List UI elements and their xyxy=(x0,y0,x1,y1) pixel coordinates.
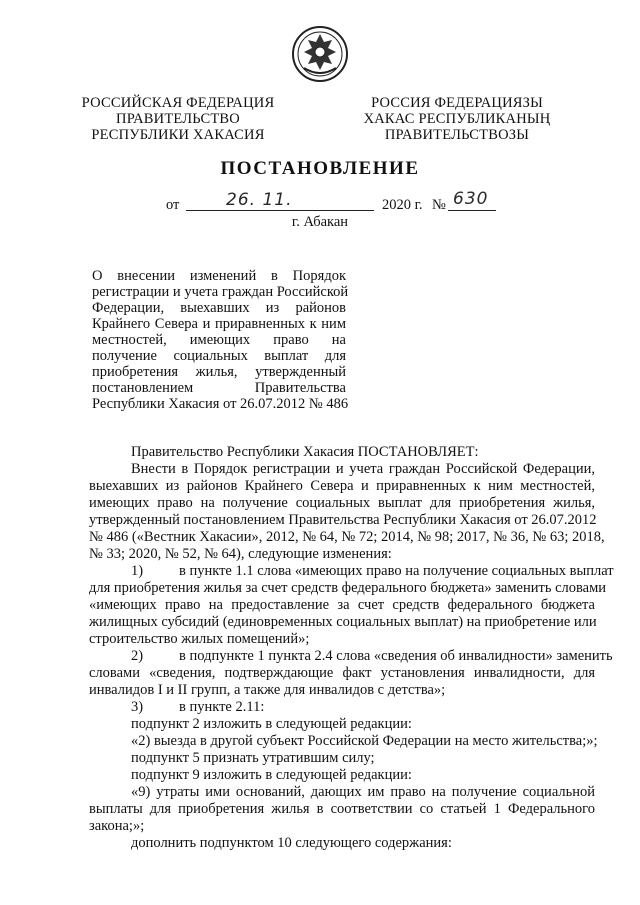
intro-line: имеющих право на получение социальных выплат для приобретения жилья, xyxy=(89,495,595,511)
header-right-line: РОССИЯ ФЕДЕРАЦИЯЗЫ xyxy=(371,95,543,111)
item-3-line: подпункт 5 признать утратившим силу; xyxy=(131,750,375,766)
city-label: г. Абакан xyxy=(291,214,349,230)
item-3-quote-line: закона;»; xyxy=(89,818,145,834)
item-1-line xyxy=(89,563,614,580)
subject-line: приобретения жилья, утвержденный xyxy=(92,364,346,380)
header-right-line: ХАКАС РЕСПУБЛИКАНЫҢ xyxy=(363,111,551,127)
subject-line: получение социальных выплат для xyxy=(92,348,346,364)
subject-block xyxy=(92,268,349,412)
subject-line: Республики Хакасия от 26.07.2012 № 486 xyxy=(92,396,349,412)
header-right-block xyxy=(352,95,562,143)
header-left-line: РОССИЙСКАЯ ФЕДЕРАЦИЯ xyxy=(81,95,275,111)
item-3-line: «2) выезда в другой субъект Российской Федерации на место жительства;»; xyxy=(131,733,598,749)
item-1-line: «имеющих право на предоставление за счет средств федерального бюджета xyxy=(89,597,595,613)
item-2-line: инвалидов I и II групп, а также для инвалидов с детства»; xyxy=(89,682,446,698)
header-right-line: ПРАВИТЕЛЬСТВОЗЫ xyxy=(384,127,530,143)
item-1-line: жилищных субсидий (единовременных социальных выплат) на приобретение или xyxy=(89,614,597,630)
intro-line: № 486 («Вестник Хакасии», 2012, № 64, № 72; 2014, № 98; 2017, № 36, № 63; 2018, xyxy=(89,529,605,545)
item-2-line xyxy=(89,648,613,665)
subject-line: постановлением Правительства xyxy=(92,380,346,396)
header-left-block xyxy=(78,95,278,143)
item-2-text: в подпункте 1 пункта 2.4 слова «сведения об инвалидности» заменить xyxy=(179,648,613,664)
item-1-number: 1) xyxy=(131,563,144,579)
item-3-line: дополнить подпунктом 10 следующего содержания: xyxy=(131,835,452,851)
intro-line: выехавших из районов Крайнего Севера и приравненных к ним местностей, xyxy=(89,478,595,494)
item-3-line: подпункт 2 изложить в следующей редакции: xyxy=(131,716,412,732)
item-1-line: строительство жилых помещений»; xyxy=(89,631,310,647)
intro-line: Внести в Порядок регистрации и учета граждан Российской Федерации, xyxy=(131,461,595,477)
decree-line: Правительство Республики Хакасия ПОСТАНОВЛЯЕТ: xyxy=(131,444,479,460)
item-3-text: в пункте 2.11: xyxy=(179,699,265,715)
subject-line: регистрации и учета граждан Российской xyxy=(92,284,349,300)
item-3-line xyxy=(89,699,595,716)
subject-line: Крайнего Севера и приравненных к ним xyxy=(92,316,346,332)
item-2-line: словами «сведения, подтверждающие факт установления инвалидности, для xyxy=(89,665,595,681)
item-3-number: 3) xyxy=(131,699,144,715)
number-handwritten: 630 xyxy=(453,189,489,209)
item-2-number: 2) xyxy=(131,648,144,664)
intro-line: утвержденный постановлением Правительства Республики Хакасия от 26.07.2012 xyxy=(89,512,597,528)
item-3-line: подпункт 9 изложить в следующей редакции: xyxy=(131,767,412,783)
number-label: № xyxy=(432,197,446,213)
date-handwritten: 26. 11. xyxy=(226,190,293,210)
date-number-line xyxy=(150,189,490,216)
document-title: ПОСТАНОВЛЕНИЕ xyxy=(220,158,420,179)
document-body xyxy=(89,444,614,852)
subject-line: О внесении изменений в Порядок xyxy=(92,268,346,284)
item-1-text: в пункте 1.1 слова «имеющих право на получение социальных выплат xyxy=(179,563,614,579)
date-from-label: от xyxy=(166,197,180,213)
subject-line: Федерации, выехавших из районов xyxy=(92,300,346,316)
item-3-quote-line: выплаты для приобретения жилья в соответствии со статьей 1 Федерального xyxy=(89,801,595,817)
header-left-line: ПРАВИТЕЛЬСТВО xyxy=(116,111,240,127)
date-underline xyxy=(186,210,374,211)
header-left-line: РЕСПУБЛИКИ ХАКАСИЯ xyxy=(91,127,265,143)
emblem-icon xyxy=(290,24,350,84)
subject-line: местностей, имеющих право на xyxy=(92,332,346,348)
intro-line: № 33; 2020, № 52, № 64), следующие изменения: xyxy=(89,546,392,562)
number-underline xyxy=(448,210,496,211)
coat-of-arms-emblem xyxy=(290,24,350,84)
year-label: 2020 г. xyxy=(382,197,423,213)
item-1-line: для приобретения жилья за счет средств федерального бюджета» заменить словами xyxy=(89,580,607,596)
item-3-quote-line: «9) утраты ими оснований, дающих им право на получение социальной xyxy=(131,784,595,800)
